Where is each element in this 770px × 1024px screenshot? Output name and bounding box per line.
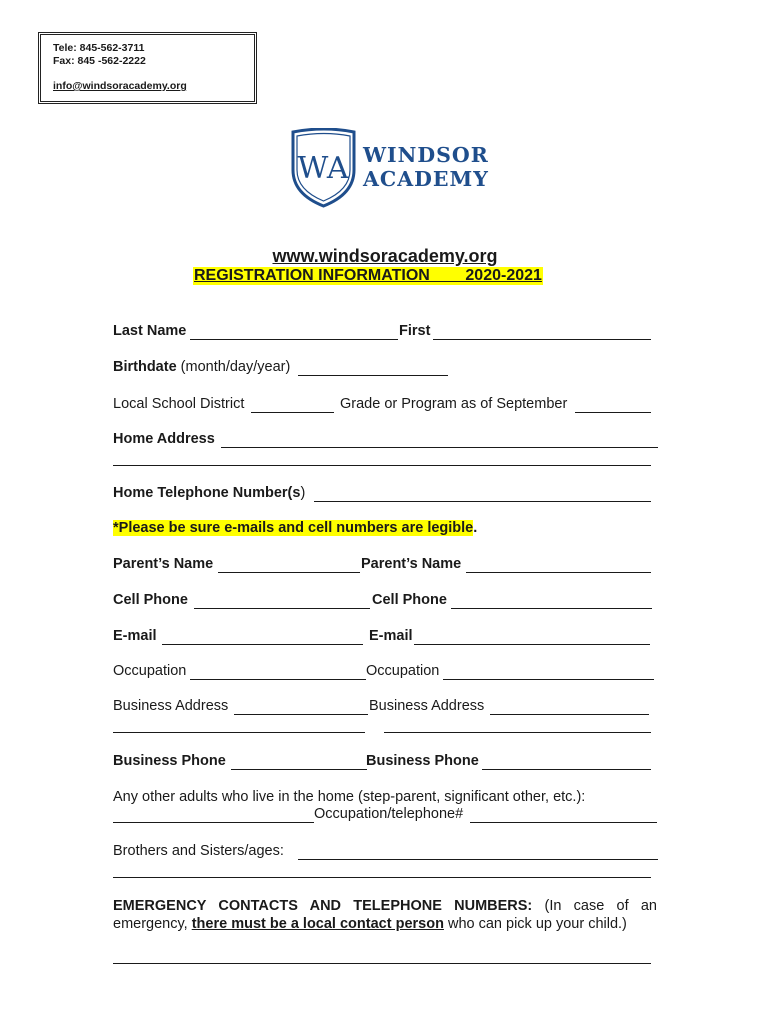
home-address-label: Home Address <box>113 431 215 447</box>
occupation-telephone-label: Occupation/telephone# <box>314 806 464 822</box>
other-adults-label: Any other adults who live in the home (step-parent, significant other, etc.): <box>113 789 586 805</box>
emergency-emphasis: there must be a local contact person <box>191 916 444 932</box>
parent-name-field-2[interactable] <box>466 572 651 573</box>
birthdate-hint: (month/day/year) <box>176 359 291 375</box>
cell-phone-field-1[interactable] <box>194 608 370 609</box>
occupation-field-1[interactable] <box>190 679 366 680</box>
logo-line-2: ACADEMY <box>363 167 489 191</box>
emergency-heading: EMERGENCY CONTACTS AND TELEPHONE NUMBERS: <box>113 898 533 914</box>
occupation-telephone-field[interactable] <box>470 822 657 823</box>
home-phone-field[interactable] <box>314 501 651 502</box>
notice-text: *Please be sure e-mails and cell numbers are legible <box>113 520 474 536</box>
emergency-contact-field[interactable] <box>113 963 651 964</box>
emergency-text-2: who can pick up your child.) <box>443 916 627 932</box>
district-label: Local School District <box>113 396 245 412</box>
logo-line-1: WINDSOR <box>363 143 489 167</box>
first-name-label: First <box>399 323 431 339</box>
parent-name-label-1: Parent’s Name <box>113 556 214 572</box>
business-phone-field-1[interactable] <box>231 769 367 770</box>
business-address-field-2b[interactable] <box>384 732 651 733</box>
grade-field[interactable] <box>575 412 651 413</box>
business-phone-field-2[interactable] <box>482 769 651 770</box>
email-field-2[interactable] <box>414 644 650 645</box>
occupation-label-1: Occupation <box>113 663 187 679</box>
last-name-label: Last Name <box>113 323 187 339</box>
email-field-1[interactable] <box>162 644 363 645</box>
email-label-2: E-mail <box>369 628 413 644</box>
page-title: REGISTRATION INFORMATION 2020-2021 <box>194 267 542 284</box>
website: www.windsoracademy.org <box>272 246 498 266</box>
cell-phone-label-2: Cell Phone <box>372 592 447 608</box>
business-address-field-2[interactable] <box>490 714 649 715</box>
business-phone-label-2: Business Phone <box>366 753 479 769</box>
district-field[interactable] <box>251 412 334 413</box>
contact-box <box>38 32 257 104</box>
fax: Fax: 845 -562-2222 <box>53 55 146 67</box>
home-phone-label-end: ) <box>300 485 306 501</box>
home-address-field-2[interactable] <box>113 465 651 466</box>
last-name-field[interactable] <box>190 339 398 340</box>
business-address-field-1b[interactable] <box>113 732 365 733</box>
first-name-field[interactable] <box>433 339 651 340</box>
email-label-1: E-mail <box>113 628 157 644</box>
siblings-field-2[interactable] <box>113 877 651 878</box>
telephone: Tele: 845-562-3711 <box>53 42 145 54</box>
occupation-field-2[interactable] <box>443 679 654 680</box>
home-phone-label: Home Telephone Number(s <box>113 485 301 501</box>
legibility-notice <box>113 520 477 536</box>
contact-email: info@windsoracademy.org <box>53 80 187 92</box>
cell-phone-field-2[interactable] <box>451 608 652 609</box>
home-address-field[interactable] <box>221 447 658 448</box>
home-phone-row <box>113 485 305 501</box>
other-adults-field[interactable] <box>113 822 314 823</box>
occupation-label-2: Occupation <box>366 663 440 679</box>
business-address-label-1: Business Address <box>113 698 229 714</box>
siblings-label: Brothers and Sisters/ages: <box>113 843 288 859</box>
birthdate-label: Birthdate <box>113 359 177 375</box>
cell-phone-label-1: Cell Phone <box>113 592 188 608</box>
notice-period: . <box>473 520 478 536</box>
parent-name-field-1[interactable] <box>218 572 360 573</box>
birthdate-row <box>113 359 290 375</box>
business-address-label-2: Business Address <box>369 698 485 714</box>
siblings-field[interactable] <box>298 859 658 860</box>
business-address-field-1[interactable] <box>234 714 368 715</box>
logo-monogram: WA <box>297 151 349 186</box>
logo-wordmark <box>363 143 489 191</box>
parent-name-label-2: Parent’s Name <box>361 556 462 572</box>
birthdate-field[interactable] <box>298 375 448 376</box>
emergency-text-1: (In case of an emergency, <box>113 898 657 932</box>
grade-label: Grade or Program as of September <box>340 396 568 412</box>
emergency-contacts-section <box>113 897 657 933</box>
business-phone-label-1: Business Phone <box>113 753 226 769</box>
